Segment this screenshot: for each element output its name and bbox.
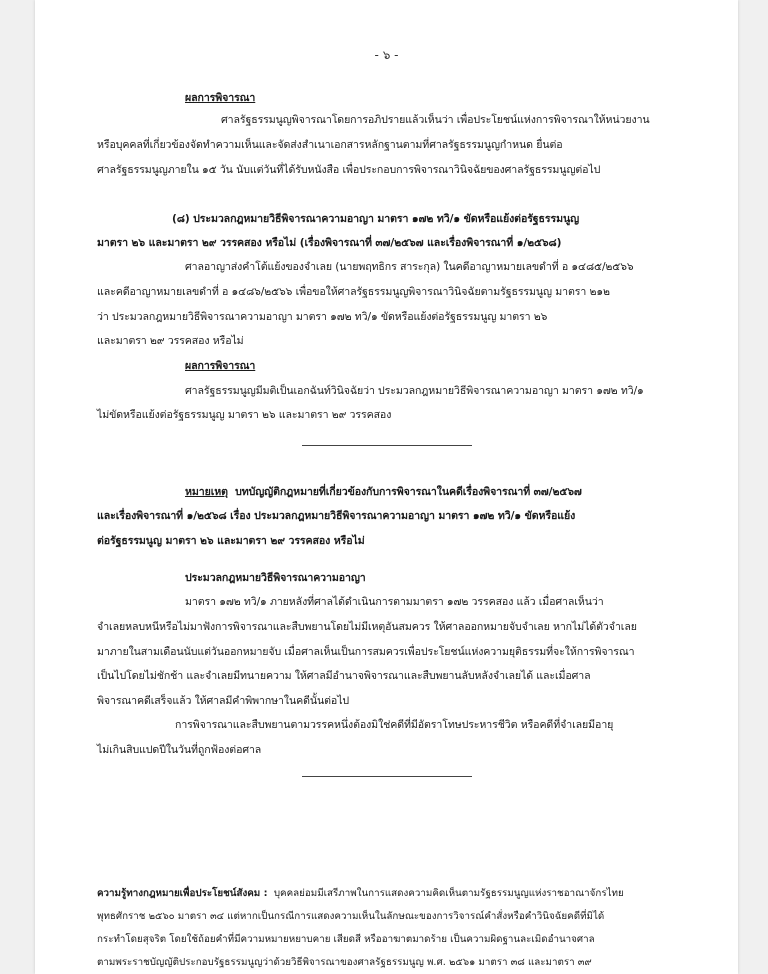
law-line: พิจารณาคดีเสร็จแล้ว ให้ศาลมีคำพิพากษาในคดีนั้นต่อไป <box>97 695 350 707</box>
note-title-line: ต่อรัฐธรรมนูญ มาตรา ๒๖ และมาตรา ๒๙ วรรคสอง หรือไม่ <box>97 535 365 547</box>
paragraph-line: ศาลรัฐธรรมนูญมีมติเป็นเอกฉันท์วินิจฉัยว่า ประมวลกฎหมายวิธีพิจารณาความอาญา มาตรา ๑๗๒ ทวิ/๑ <box>185 385 644 397</box>
law-line: จำเลยหลบหนีหรือไม่มาฟังการพิจารณาและสืบพยานโดยไม่มีเหตุอันสมควร ให้ศาลออกหมายจับจำเลย หากไม่ได้ตัวจำเลย <box>97 621 637 633</box>
footer-line <box>97 886 624 901</box>
law-line: เป็นไปโดยไม่ชักช้า และจำเลยมีทนายความ ให้ศาลมีอำนาจพิจารณาและสืบพยานลับหลังจำเลยได้ และเมื่อศาล <box>97 670 591 682</box>
paragraph-line: ศาลรัฐธรรมนูญภายใน ๑๕ วัน นับแต่วันที่ได้รับหนังสือ เพื่อประกอบการพิจารณาวินิจฉัยของศาลรัฐธรรมนูญต่อไป <box>97 164 601 176</box>
page-number: - ๖ - <box>374 48 399 62</box>
document-page <box>35 0 738 974</box>
case-title-line: มาตรา ๒๖ และมาตรา ๒๙ วรรคสอง หรือไม่ (เรื่องพิจารณาที่ ๓๗/๒๕๖๗ และเรื่องพิจารณาที่ ๑/๒๕๖๘) <box>97 237 562 249</box>
divider <box>302 776 472 777</box>
paragraph-line: ไม่ขัดหรือแย้งต่อรัฐธรรมนูญ มาตรา ๒๖ และมาตรา ๒๙ วรรคสอง <box>97 409 392 421</box>
paragraph-line: หรือบุคคลที่เกี่ยวข้องจัดทำความเห็นและจัดส่งสำเนาเอกสารหลักฐานตามที่ศาลรัฐธรรมนูญกำหนด ยื่นต่อ <box>97 139 563 151</box>
footer-line: พุทธศักราช ๒๕๖๐ มาตรา ๓๔ แต่หากเป็นกรณีการแสดงความเห็นในลักษณะของการวิจารณ์คำสั่งหรือคำวินิจฉัยคดีที่มิได้ <box>97 911 605 922</box>
footer-label: ความรู้ทางกฎหมายเพื่อประโยชน์สังคม : <box>97 888 268 899</box>
note-title-line <box>185 485 582 499</box>
section-heading: ผลการพิจารณา <box>185 360 256 372</box>
section-heading: ผลการพิจารณา <box>185 92 256 104</box>
law-line: มาตรา ๑๗๒ ทวิ/๑ ภายหลังที่ศาลได้ดำเนินการตามมาตรา ๑๗๒ วรรคสอง แล้ว เมื่อศาลเห็นว่า <box>185 596 604 608</box>
footer-line: ตามพระราชบัญญัติประกอบรัฐธรรมนูญว่าด้วยวิธีพิจารณาของศาลรัฐธรรมนูญ พ.ศ. ๒๕๖๑ มาตรา ๓๘ และมาตรา ๓๙ <box>97 957 592 968</box>
note-label: หมายเหตุ <box>185 486 228 498</box>
divider <box>302 445 472 446</box>
footer-line: กระทำโดยสุจริต โดยใช้ถ้อยคำที่มีความหมายหยาบคาย เสียดสี หรืออาฆาตมาดร้าย เป็นความผิดฐานละเมิดอำนาจศาล <box>97 934 595 945</box>
paragraph-line: ศาลรัฐธรรมนูญพิจารณาโดยการอภิปรายแล้วเห็นว่า เพื่อประโยชน์แห่งการพิจารณาให้หน่วยงาน <box>221 114 650 126</box>
law-line: การพิจารณาและสืบพยานตามวรรคหนึ่งต้องมิใช่คดีที่มีอัตราโทษประหารชีวิต หรือคดีที่จำเลยมีอายุ <box>175 719 614 731</box>
paragraph-line: และมาตรา ๒๙ วรรคสอง หรือไม่ <box>97 335 244 347</box>
law-line: ไม่เกินสิบแปดปีในวันที่ถูกฟ้องต่อศาล <box>97 744 262 756</box>
paragraph-line: ว่า ประมวลกฎหมายวิธีพิจารณาความอาญา มาตรา ๑๗๒ ทวิ/๑ ขัดหรือแย้งต่อรัฐธรรมนูญ มาตรา ๒๖ <box>97 311 548 323</box>
footer-text: บุคคลย่อมมีเสรีภาพในการแสดงความคิดเห็นตามรัฐธรรมนูญแห่งราชอาณาจักรไทย <box>273 888 624 899</box>
law-line: มาภายในสามเดือนนับแต่วันออกหมายจับ เมื่อศาลเห็นเป็นการสมควรเพื่อประโยชน์แห่งความยุติธรรมที่จะให้การพิจารณา <box>97 646 635 658</box>
law-title: ประมวลกฎหมายวิธีพิจารณาความอาญา <box>185 572 366 584</box>
note-title-text: บทบัญญัติกฎหมายที่เกี่ยวข้องกับการพิจารณาในคดีเรื่องพิจารณาที่ ๓๗/๒๕๖๗ <box>235 486 582 498</box>
paragraph-line: ศาลอาญาส่งคำโต้แย้งของจำเลย (นายพฤทธิกร สาระกุล) ในคดีอาญาหมายเลขดำที่ อ ๑๔๘๕/๒๕๖๖ <box>185 261 634 273</box>
note-title-line: และเรื่องพิจารณาที่ ๑/๒๕๖๘ เรื่อง ประมวลกฎหมายวิธีพิจารณาความอาญา มาตรา ๑๗๒ ทวิ/๑ ขัดหรือแย้ง <box>97 510 576 522</box>
paragraph-line: และคดีอาญาหมายเลขดำที่ อ ๑๔๘๖/๒๕๖๖ เพื่อขอให้ศาลรัฐธรรมนูญพิจารณาวินิจฉัยตามรัฐธรรมนูญ มาตรา ๒๑๒ <box>97 286 610 298</box>
case-title-line: (๘) ประมวลกฎหมายวิธีพิจารณาความอาญา มาตรา ๑๗๒ ทวิ/๑ ขัดหรือแย้งต่อรัฐธรรมนูญ <box>172 213 580 225</box>
